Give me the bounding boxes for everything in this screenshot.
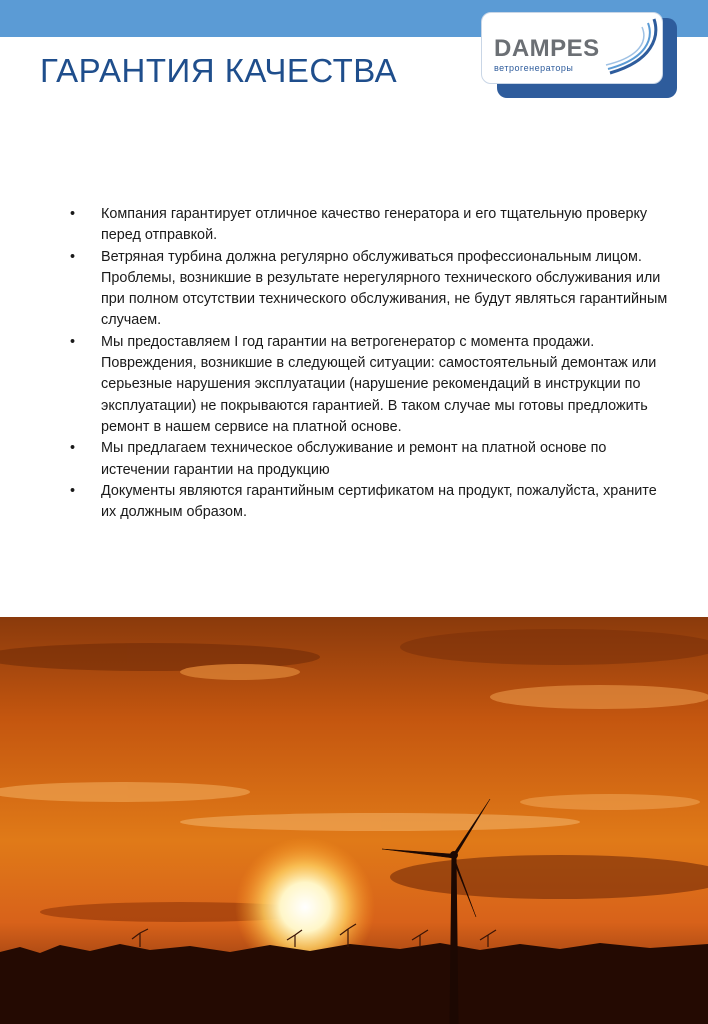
bullet-marker: • xyxy=(70,206,76,222)
list-item-text: Документы являются гарантийным сертификатом на продукт, пожалуйста, храните их должным образом. xyxy=(101,482,657,521)
logo-tagline: ветрогенераторы xyxy=(494,63,574,73)
list-item xyxy=(64,332,674,438)
list-item xyxy=(64,247,674,332)
list-item-text: Компания гарантирует отличное качество генератора и его тщательную проверку перед отправкой. xyxy=(101,206,648,244)
company-logo xyxy=(481,12,663,84)
treeline xyxy=(0,943,708,1024)
logo-name: DAMPES xyxy=(494,35,600,62)
logo-swoosh-icon xyxy=(602,17,662,81)
page-title: ГАРАНТИЯ КАЧЕСТВА xyxy=(40,52,398,89)
list-item-text: Мы предоставляем I год гарантии на ветрогенератор с момента продажи. Повреждения, возникшие в следующей ситуации: самостоятельный демонтаж или серьезные нарушения эксплуатации (нарушение рекомендаций в инструкции по эксплуатации) не покрываются гарантией. В таком случае мы готовы предложить ремонт в нашем сервисе на платной основе. xyxy=(101,333,657,435)
list-item xyxy=(64,438,674,481)
bullet-marker: • xyxy=(70,248,76,265)
list-item-text: Мы предлагаем техническое обслуживание и ремонт на платной основе по истечении гарантии на продукцию xyxy=(101,440,607,478)
sunset-wind-turbine-photo xyxy=(0,617,708,1024)
list-item-text: Ветряная турбина должна регулярно обслуживаться профессиональным лицом. Проблемы, возникшие в результате нерегулярного технического обслуживания или при полном отсутствии технического обслуживания, не будут являться гарантийным случаем. xyxy=(101,248,668,329)
list-item xyxy=(64,204,674,247)
bullet-marker: • xyxy=(70,440,76,457)
list-item xyxy=(64,481,674,524)
warranty-bullet-list xyxy=(64,204,674,523)
bullet-marker: • xyxy=(70,333,76,350)
bullet-marker: • xyxy=(70,482,76,499)
